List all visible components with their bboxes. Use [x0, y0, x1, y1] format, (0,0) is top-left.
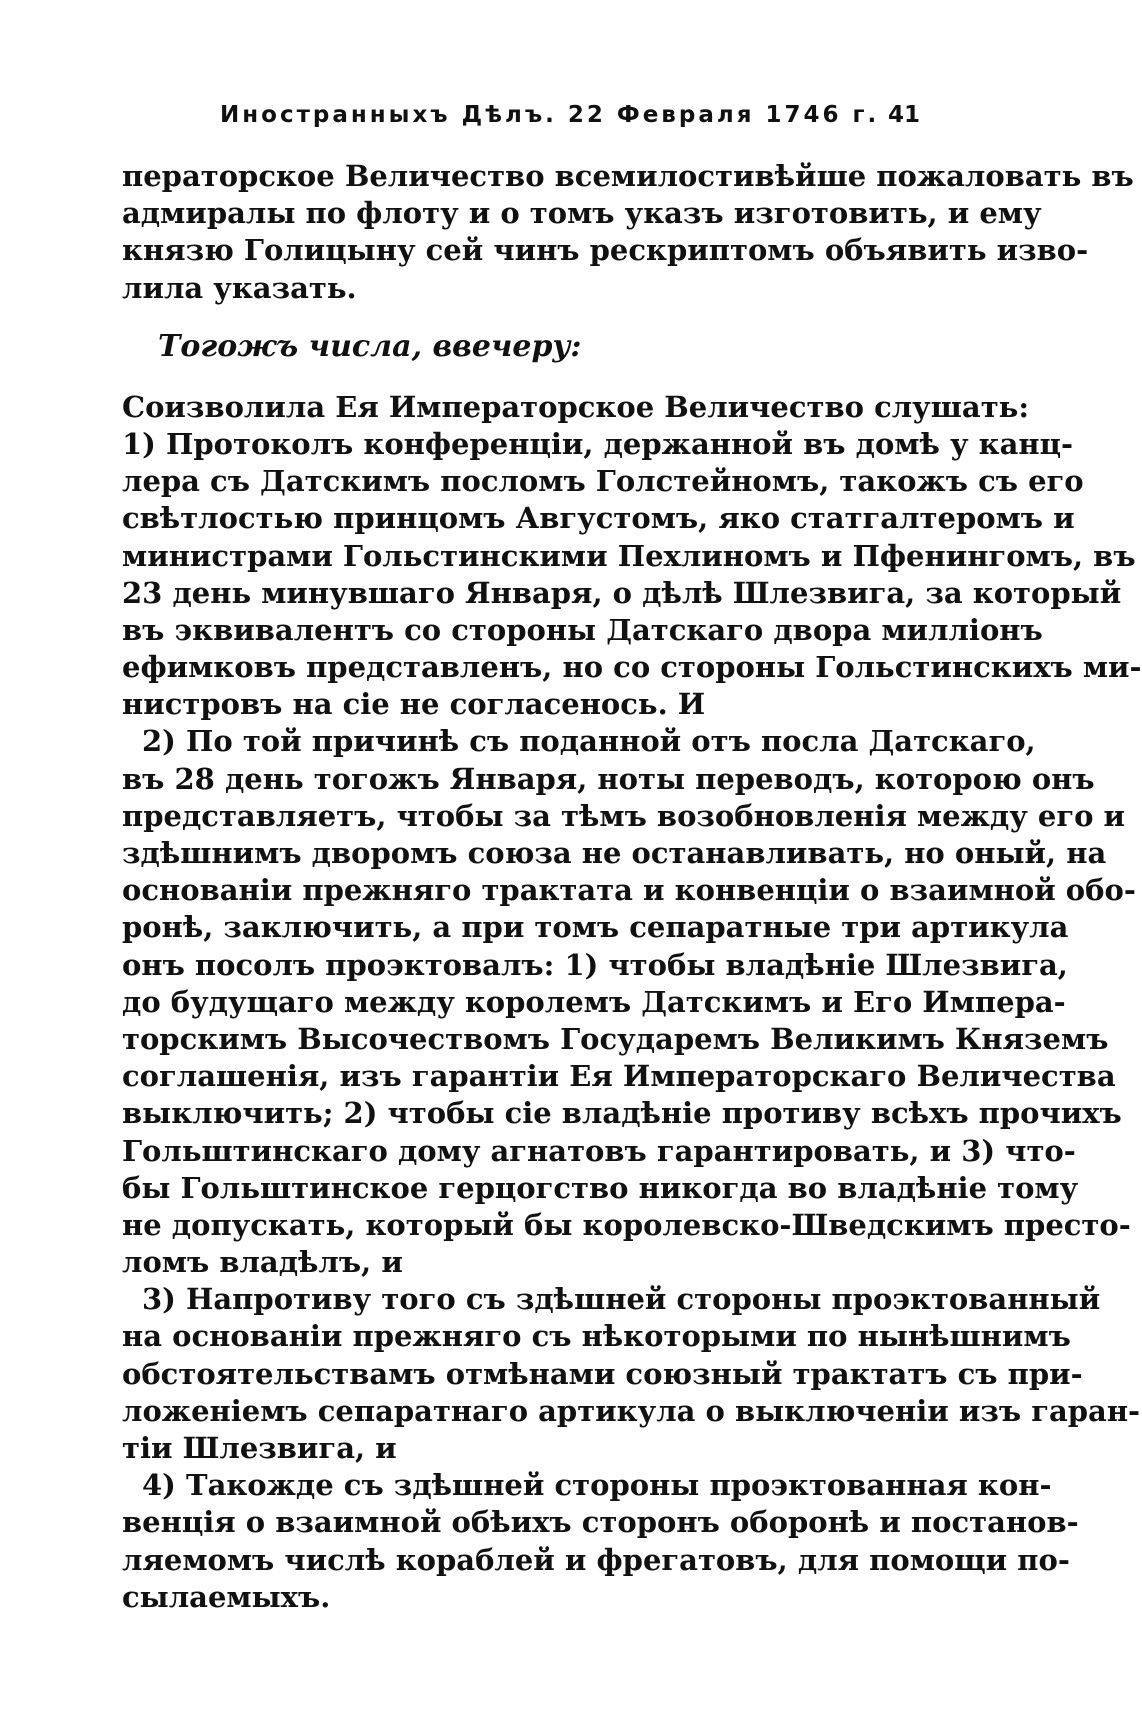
text-line: представляетъ, чтобы за тѣмъ возобновленія между его и: [122, 798, 1126, 833]
text-line: въ 28 день тогожъ Января, ноты переводъ, которою онъ: [122, 761, 1095, 796]
list-item-2: [122, 723, 1136, 1281]
running-header: [220, 102, 920, 136]
text-line: обстоятельствамъ отмѣнами союзный трактатъ съ при-: [122, 1356, 1083, 1391]
text-line: ложеніемъ сепаратнаго артикула о выключеніи изъ гаран-: [122, 1393, 1141, 1428]
paragraph-main: [122, 389, 1030, 426]
text-line: бы Гольштинское герцогство никогда во владѣніе тому: [122, 1170, 1079, 1205]
text-line: нистровъ на сіе не согласенось. И: [122, 687, 706, 722]
text-line: лера съ Датскимъ посломъ Голстейномъ, такожъ съ его: [122, 464, 1084, 499]
text-line: министрами Гольстинскими Пехлиномъ и Пфенингомъ, въ: [122, 538, 1136, 573]
text-line: не допускать, который бы королевско-Шведскимъ престо-: [122, 1207, 1131, 1242]
text-line: адмиралы по флоту и о томъ указъ изготовить, и ему: [122, 196, 1042, 231]
text-line: ронѣ, заключить, а при томъ сепаратные три артикула: [122, 910, 1069, 945]
text-line: въ эквивалентъ со стороны Датскаго двора милліонъ: [122, 612, 1043, 647]
text-line: свѣтлостью принцомъ Августомъ, яко статгалтеромъ и: [122, 501, 1075, 536]
text-line: 4) Такожде съ здѣшней стороны проэктованная кон-: [142, 1468, 1052, 1503]
text-line: лила указать.: [122, 270, 357, 305]
list-item-1: [122, 426, 1142, 724]
text-line: онъ посолъ проэктовалъ: 1) чтобы владѣніе Шлезвига,: [122, 947, 1068, 982]
text-line: ломъ владѣлъ, и: [122, 1245, 403, 1280]
list-item-3: [122, 1281, 1141, 1467]
text-line: 3) Напротиву того съ здѣшней стороны проэктованный: [142, 1282, 1101, 1317]
text-line: ляемомъ числѣ кораблей и фрегатовъ, для помощи по-: [122, 1542, 1070, 1577]
text-line: 1) Протоколъ конференціи, держанной въ домѣ у канц-: [122, 426, 1074, 461]
text-line: ефимковъ представленъ, но со стороны Гольстинскихъ ми-: [122, 650, 1142, 685]
text-line: сылаемыхъ.: [122, 1579, 331, 1614]
list-item-4: [122, 1467, 1079, 1616]
text-line: основаніи прежняго трактата и конвенціи о взаимной обо-: [122, 873, 1136, 908]
text-line: до будущаго между королемъ Датскимъ и Его Импера-: [122, 984, 1066, 1019]
text-line: князю Голицыну сей чинъ рескриптомъ объявить изво-: [122, 233, 1089, 268]
text-line: выключить; 2) чтобы сіе владѣніе противу всѣхъ прочихъ: [122, 1096, 1122, 1131]
text-line: 2) По той причинѣ съ поданной отъ посла Датскаго,: [142, 724, 1036, 759]
running-header-title: Иностранныхъ Дѣлъ. 22 Февраля 1746 г.: [220, 102, 880, 128]
text-line: соглашенія, изъ гарантіи Ея Императорскаго Величества: [122, 1059, 1116, 1094]
text-line: ператорское Величество всемилостивѣйше пожаловать въ: [122, 159, 1134, 193]
text-line: 23 день минувшаго Января, о дѣлѣ Шлезвига, за который: [122, 575, 1122, 610]
paragraph-intro: [122, 158, 1134, 307]
text-line: Соизволила Ея Императорское Величество слушать:: [122, 389, 1030, 424]
page-number: 41: [887, 102, 920, 128]
page-body: [122, 158, 1142, 1616]
text-line: на основаніи прежняго съ нѣкоторыми по нынѣшнимъ: [122, 1319, 1071, 1354]
section-subheading: Тогожъ числа, ввечеру:: [158, 328, 582, 364]
text-line: торскимъ Высочествомъ Государемъ Великимъ Княземъ: [122, 1021, 1109, 1056]
text-line: тіи Шлезвига, и: [122, 1431, 397, 1465]
text-line: Гольштинскаго дому агнатовъ гарантировать, и 3) что-: [122, 1133, 1076, 1168]
text-line: венція о взаимной обѣихъ сторонъ оборонѣ и постанов-: [122, 1505, 1079, 1540]
text-line: здѣшнимъ дворомъ союза не останавливать, но оный, на: [122, 836, 1107, 870]
